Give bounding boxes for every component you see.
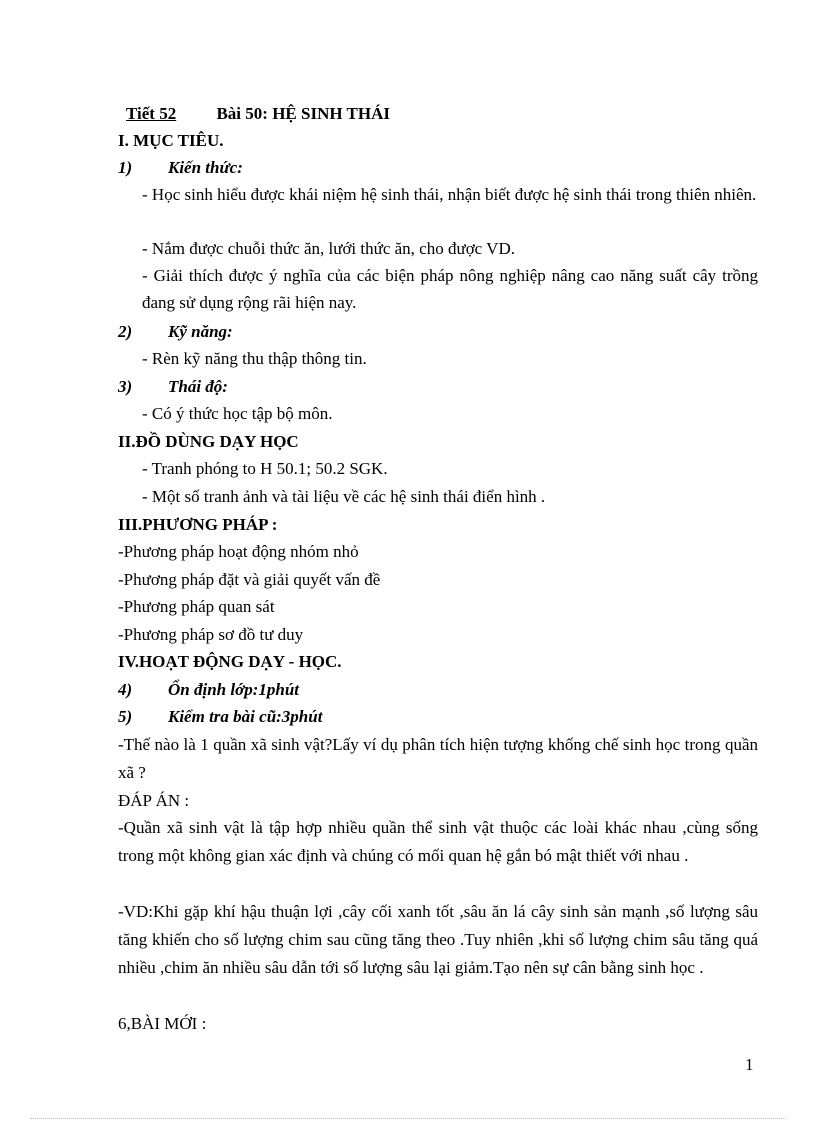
subsection-number: 1) xyxy=(118,158,133,177)
lesson-title: Bài 50: HỆ SINH THÁI xyxy=(216,104,390,123)
section-2-heading: II.ĐỒ DÙNG DẠY HỌC xyxy=(118,432,299,451)
subsection-title: Kiến thức: xyxy=(168,158,243,177)
page-number: 1 xyxy=(745,1055,754,1074)
subsection-number: 4) xyxy=(118,680,133,699)
method-item-1: -Phương pháp hoạt động nhóm nhỏ xyxy=(118,542,359,561)
subsection-skills xyxy=(118,318,758,345)
method-item-4: -Phương pháp sơ đồ tư duy xyxy=(118,625,304,644)
subsection-review xyxy=(118,703,758,730)
knowledge-item-1: - Học sinh hiểu được khái niệm hệ sinh thái, nhận biết được hệ sinh thái trong thiên nhiên. xyxy=(142,185,757,204)
answer-paragraph-1: -Quần xã sinh vật là tập hợp nhiều quần thể sinh vật thuộc các loài khác nhau ,cùng sống trong một không gian xác định và chúng có mối quan hệ gắn bó mật thiết với nhau . xyxy=(118,818,758,865)
method-item-3: -Phương pháp quan sát xyxy=(118,597,275,616)
subsection-class-order xyxy=(118,676,758,703)
knowledge-item-3: - Giải thích được ý nghĩa của các biện pháp nông nghiệp nâng cao năng suất cây trồng đang sử dụng rộng rãi hiện nay. xyxy=(142,266,758,312)
subsection-number: 2) xyxy=(118,322,133,341)
subsection-title: Kỹ năng: xyxy=(168,322,233,341)
section-3-heading: III.PHƯƠNG PHÁP : xyxy=(118,515,278,534)
knowledge-item-2: - Nắm được chuỗi thức ăn, lưới thức ăn, cho được VD. xyxy=(142,239,515,258)
section-4-heading: IV.HOẠT ĐỘNG DẠY - HỌC. xyxy=(118,652,342,671)
materials-item-2: - Một số tranh ảnh và tài liệu về các hệ sinh thái điển hình . xyxy=(142,487,546,506)
subsection-attitude xyxy=(118,373,758,400)
subsection-knowledge xyxy=(118,154,758,181)
lesson-number: Tiết 52 xyxy=(126,104,177,123)
answer-label: ĐÁP ÁN : xyxy=(118,791,190,810)
review-question: -Thế nào là 1 quần xã sinh vật?Lấy ví dụ phân tích hiện tượng khống chế sinh học trong quần xã ? xyxy=(118,735,758,782)
subsection-title: Thái độ: xyxy=(168,377,228,396)
subsection-number: 5) xyxy=(118,707,133,726)
page-bottom-divider xyxy=(30,1118,786,1119)
subsection-number: 3) xyxy=(118,377,133,396)
section-1-heading: I. MỤC TIÊU. xyxy=(118,131,224,150)
attitude-item-1: - Có ý thức học tập bộ môn. xyxy=(142,404,333,423)
skills-item-1: - Rèn kỹ năng thu thập thông tin. xyxy=(142,349,367,368)
method-item-2: -Phương pháp đặt và giải quyết vấn đề xyxy=(118,570,381,589)
answer-paragraph-2: -VD:Khi gặp khí hậu thuận lợi ,cây cối xanh tốt ,sâu ăn lá cây sinh sản mạnh ,số lượng sâu tăng khiến cho số lượng chim sau cũng tăng theo .Tuy nhiên ,khi số lượng chim sâu tăng quá nhiều ,chim ăn nhiều sâu dẫn tới số lượng sâu lại giảm.Tạo nên sự cân bằng sinh học . xyxy=(118,902,758,977)
new-lesson-heading: 6,BÀI MỚI : xyxy=(118,1014,207,1033)
subsection-title: Kiểm tra bài cũ:3phút xyxy=(168,707,323,726)
lesson-header xyxy=(118,100,758,127)
materials-item-1: - Tranh phóng to H 50.1; 50.2 SGK. xyxy=(142,459,388,478)
subsection-title: Ổn định lớp:1phút xyxy=(168,680,300,699)
